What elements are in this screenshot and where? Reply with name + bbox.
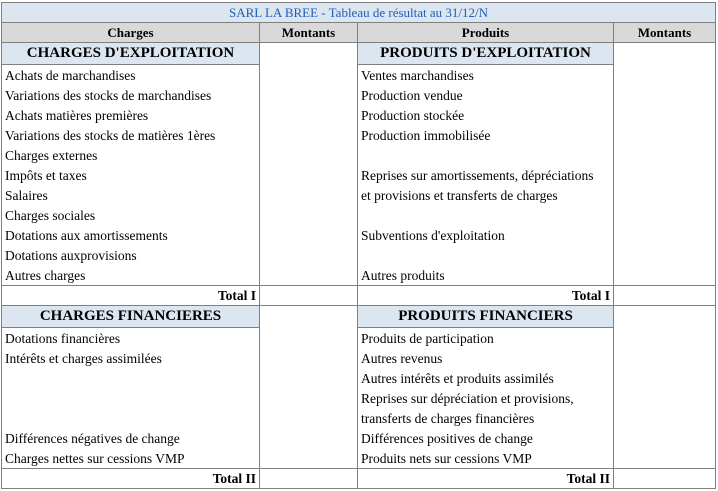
charge-amount [260,205,358,225]
charge-amount [260,265,358,286]
table-row [2,165,716,185]
amount-cell [614,306,716,328]
produit-amount [614,65,716,86]
charge-amount [260,408,358,428]
produit-label: Production stockée [358,105,614,125]
produit-amount [614,185,716,205]
produit-label: Production vendue [358,85,614,105]
charge-amount [260,225,358,245]
produit-amount [614,328,716,349]
charge-label: Charges externes [2,145,260,165]
produit-amount [614,225,716,245]
produit-label: Autres intérêts et produits assimilés [358,368,614,388]
produit-amount [614,85,716,105]
total-charges-label: Total II [2,469,260,489]
produit-amount [614,105,716,125]
total-produits-label: Total II [358,469,614,489]
header-produits: Produits [358,23,614,43]
produit-label: Différences positives de change [358,428,614,448]
charge-amount [260,185,358,205]
total-charges-amount [260,469,358,489]
charge-label: Différences négatives de change [2,428,260,448]
produit-amount [614,125,716,145]
charge-label [2,388,260,408]
table-row [2,225,716,245]
table-row [2,65,716,86]
total-charges-amount [260,286,358,306]
charge-amount [260,348,358,368]
produit-amount [614,428,716,448]
table-row [2,408,716,428]
financier-section-header [2,306,716,328]
produit-label: Ventes marchandises [358,65,614,86]
charge-label: Charges nettes sur cessions VMP [2,448,260,469]
table-row [2,265,716,286]
income-statement-table [1,2,716,489]
charge-amount [260,65,358,86]
produit-label: Reprises sur dépréciation et provisions, [358,388,614,408]
exploitation-charges-title: CHARGES D'EXPLOITATION [2,43,260,65]
produit-label: Production immobilisée [358,125,614,145]
produit-label: Subventions d'exploitation [358,225,614,245]
charge-amount [260,145,358,165]
table-row [2,145,716,165]
charge-label: Charges sociales [2,205,260,225]
charge-label: Intérêts et charges assimilées [2,348,260,368]
charge-label: Impôts et taxes [2,165,260,185]
total-produits-label: Total I [358,286,614,306]
amount-cell [614,43,716,65]
charge-amount [260,448,358,469]
financier-total-row [2,469,716,489]
financier-produits-title: PRODUITS FINANCIERS [358,306,614,328]
table-row [2,205,716,225]
charge-amount [260,105,358,125]
charge-label: Achats de marchandises [2,65,260,86]
charge-label: Dotations aux amortissements [2,225,260,245]
produit-label [358,145,614,165]
charge-amount [260,368,358,388]
charge-amount [260,388,358,408]
produit-amount [614,448,716,469]
produit-label: et provisions et transferts de charges [358,185,614,205]
produit-label: Produits nets sur cessions VMP [358,448,614,469]
produit-label [358,205,614,225]
charge-label [2,408,260,428]
charge-amount [260,245,358,265]
header-charges: Charges [2,23,260,43]
charge-amount [260,165,358,185]
title-row [2,3,716,23]
produit-amount [614,368,716,388]
produit-label: Reprises sur amortissements, dépréciations [358,165,614,185]
table-row [2,125,716,145]
charge-label: Dotations financières [2,328,260,349]
table-row [2,388,716,408]
charge-label: Salaires [2,185,260,205]
charge-amount [260,428,358,448]
header-montants-charges: Montants [260,23,358,43]
header-montants-produits: Montants [614,23,716,43]
charge-amount [260,328,358,349]
table-row [2,185,716,205]
charge-label: Achats matières premières [2,105,260,125]
table-row [2,105,716,125]
produit-amount [614,388,716,408]
produit-amount [614,265,716,286]
produit-amount [614,205,716,225]
produit-label: Autres revenus [358,348,614,368]
table-row [2,428,716,448]
charge-label: Autres charges [2,265,260,286]
table-row [2,448,716,469]
produit-amount [614,145,716,165]
table-row [2,368,716,388]
charge-label: Variations des stocks de matières 1ères [2,125,260,145]
total-produits-amount [614,469,716,489]
produit-amount [614,408,716,428]
total-produits-amount [614,286,716,306]
charge-label [2,368,260,388]
statement-title: SARL LA BREE - Tableau de résultat au 31/12/N [2,3,716,23]
table-row [2,328,716,349]
charge-amount [260,85,358,105]
produit-label: Autres produits [358,265,614,286]
exploitation-total-row [2,286,716,306]
produit-label [358,245,614,265]
table-row [2,348,716,368]
charge-label: Dotations auxprovisions [2,245,260,265]
amount-cell [260,306,358,328]
charge-label: Variations des stocks de marchandises [2,85,260,105]
total-charges-label: Total I [2,286,260,306]
produit-label: transferts de charges financières [358,408,614,428]
header-row [2,23,716,43]
produit-label: Produits de participation [358,328,614,349]
exploitation-section-header [2,43,716,65]
amount-cell [260,43,358,65]
produit-amount [614,348,716,368]
table-row [2,85,716,105]
exploitation-produits-title: PRODUITS D'EXPLOITATION [358,43,614,65]
financier-charges-title: CHARGES FINANCIERES [2,306,260,328]
charge-amount [260,125,358,145]
table-row [2,245,716,265]
produit-amount [614,165,716,185]
produit-amount [614,245,716,265]
